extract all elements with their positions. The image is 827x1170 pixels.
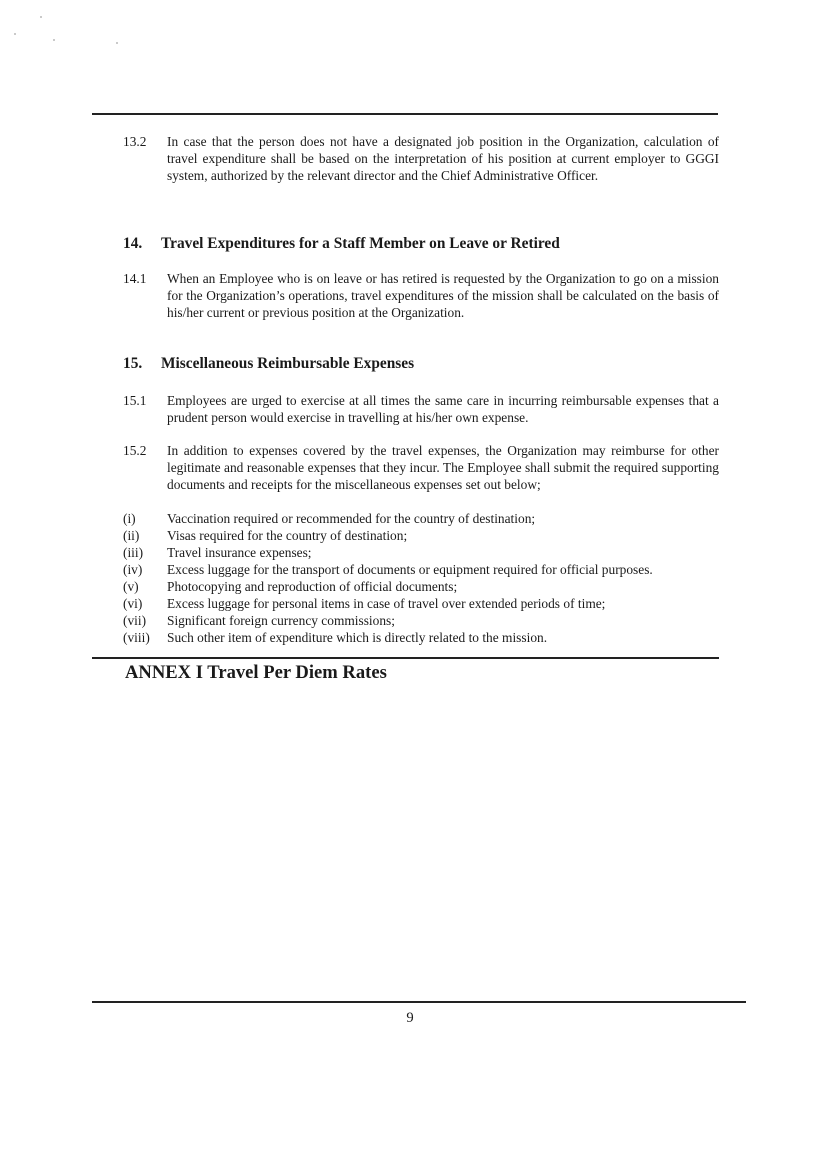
paragraph-13-2 bbox=[123, 133, 719, 184]
annex-rule bbox=[92, 657, 719, 659]
list-item-number: (iii) bbox=[123, 545, 144, 560]
paragraph-15-2 bbox=[123, 442, 719, 493]
paragraph-number: 15.1 bbox=[123, 393, 147, 408]
list-item bbox=[123, 527, 723, 544]
scan-speck bbox=[14, 33, 16, 35]
paragraph-15-1 bbox=[123, 392, 719, 426]
paragraph-14-1 bbox=[123, 270, 719, 321]
list-item bbox=[123, 544, 723, 561]
list-item-text: Travel insurance expenses; bbox=[167, 545, 312, 560]
header-rule bbox=[92, 113, 718, 115]
list-item bbox=[123, 578, 723, 595]
paragraph-number: 13.2 bbox=[123, 134, 147, 149]
list-item-text: Excess luggage for the transport of documents or equipment required for official purposes. bbox=[167, 562, 653, 577]
page-number: 9 bbox=[406, 1010, 414, 1026]
list-item-text: Visas required for the country of destination; bbox=[167, 528, 408, 543]
section-number: 15. bbox=[123, 355, 143, 372]
paragraph-number: 15.2 bbox=[123, 443, 147, 458]
paragraph-text: In addition to expenses covered by the travel expenses, the Organization may reimburse for other legitimate and reasonable expenses that they incur. The Employee shall submit the required supporting documents and receipts for the miscellaneous expenses set out below; bbox=[167, 443, 719, 492]
annex-title: ANNEX I Travel Per Diem Rates bbox=[125, 662, 387, 683]
footer-rule bbox=[92, 1001, 746, 1003]
list-item-text: Significant foreign currency commissions; bbox=[167, 613, 395, 628]
paragraph-text: Employees are urged to exercise at all times the same care in incurring reimbursable expenses that a prudent person would exercise in travelling at his/her own expense. bbox=[167, 393, 719, 425]
list-item-number: (viii) bbox=[123, 630, 150, 645]
list-item-number: (v) bbox=[123, 579, 139, 594]
list-item-text: Photocopying and reproduction of official documents; bbox=[167, 579, 458, 594]
list-item bbox=[123, 561, 723, 578]
paragraph-text: In case that the person does not have a designated job position in the Organization, calculation of travel expenditure shall be based on the interpretation of his position at current employer to GGGI system, authorized by the relevant director and the Chief Administrative Officer. bbox=[167, 134, 719, 183]
paragraph-text: When an Employee who is on leave or has retired is requested by the Organization to go on a mission for the Organization’s operations, travel expenditures of the mission shall be calculated on the basis of his/her current or previous position at the Organization. bbox=[167, 271, 719, 320]
list-item-text: Excess luggage for personal items in case of travel over extended periods of time; bbox=[167, 596, 606, 611]
scan-speck bbox=[116, 42, 118, 44]
section-title: Travel Expenditures for a Staff Member on Leave or Retired bbox=[161, 235, 560, 252]
list-item-text: Such other item of expenditure which is directly related to the mission. bbox=[167, 630, 548, 645]
list-item-text: Vaccination required or recommended for the country of destination; bbox=[167, 511, 536, 526]
section-title: Miscellaneous Reimbursable Expenses bbox=[161, 355, 415, 372]
list-item-number: (ii) bbox=[123, 528, 140, 543]
list-item bbox=[123, 595, 723, 612]
list-item-number: (vi) bbox=[123, 596, 143, 611]
expense-list bbox=[123, 510, 723, 646]
section-14-heading bbox=[123, 235, 560, 253]
section-number: 14. bbox=[123, 235, 143, 252]
list-item-number: (vii) bbox=[123, 613, 147, 628]
scan-speck bbox=[40, 16, 42, 18]
list-item bbox=[123, 612, 723, 629]
paragraph-number: 14.1 bbox=[123, 271, 147, 286]
section-15-heading bbox=[123, 355, 414, 373]
list-item-number: (iv) bbox=[123, 562, 143, 577]
list-item-number: (i) bbox=[123, 511, 136, 526]
list-item bbox=[123, 510, 723, 527]
scan-speck bbox=[53, 39, 55, 41]
list-item bbox=[123, 629, 723, 646]
